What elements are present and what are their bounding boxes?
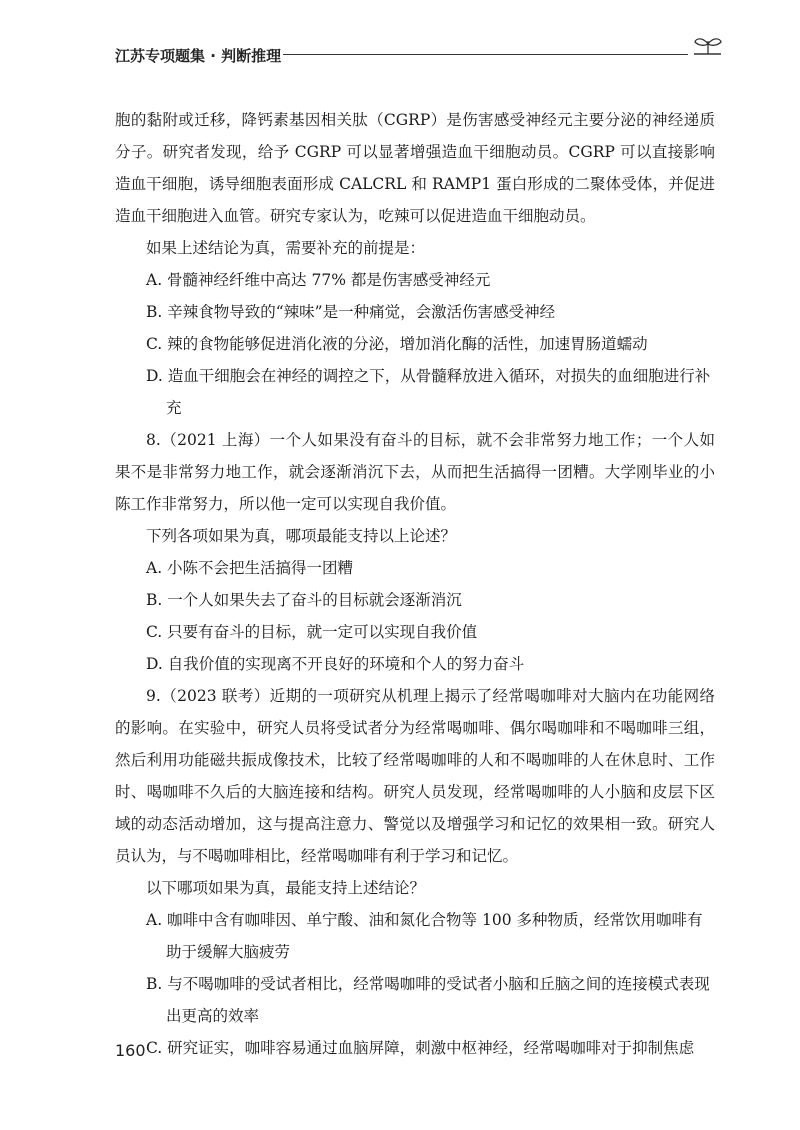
option-a: A. 骨髓神经纤维中高达 77% 都是伤害感受神经元 xyxy=(146,271,491,289)
page-number: 160 xyxy=(115,1041,146,1060)
option-b: B. 辛辣食物导致的“辣味”是一种痛觉，会激活伤害感受神经 xyxy=(146,303,556,321)
q8-option-a: A. 小陈不会把生活搞得一团糟 xyxy=(146,559,354,577)
option-d: D. 造血干细胞会在神经的调控之下，从骨髓释放进入循环，对损失的血细胞进行补充 xyxy=(146,367,711,417)
q9-question: 以下哪项如果为真，最能支持上述结论？ xyxy=(146,879,426,897)
continuation-passage: 胞的黏附或迁移，降钙素基因相关肽（CGRP）是伤害感受神经元主要分泌的神经递质分子。研究者发现，给予 CGRP 可以显著增强造血干细胞动员。CGRP 可以直接影响造血干细胞，诱导细胞表面形成 CALCRL 和 RAMP1 蛋白形成的二聚体受体，并促进造血干细胞进入血管。研究专家认为，吃辣可以促进造血干细胞动员。 xyxy=(115,111,715,225)
sprout-icon xyxy=(690,35,726,61)
q8-passage: 8.（2021 上海）一个人如果没有奋斗的目标，就不会非常努力地工作；一个人如果不是非常努力地工作，就会逐渐消沉下去，从而把生活搞得一团糟。大学刚毕业的小陈工作非常努力，所以他一定可以实现自我价值。 xyxy=(115,431,715,513)
option-c: C. 辣的食物能够促进消化液的分泌，增加消化酶的活性，加速胃肠道蠕动 xyxy=(146,335,648,353)
page-header xyxy=(115,43,715,69)
continuation-question: 如果上述结论为真，需要补充的前提是： xyxy=(146,239,426,257)
q9-option-c: C. 研究证实，咖啡容易通过血脑屏障，刺激中枢神经，经常喝咖啡对于抑制焦虑 xyxy=(146,1039,695,1057)
q9-passage: 9.（2023 联考）近期的一项研究从机理上揭示了经常喝咖啡对大脑内在功能网络的影响。在实验中，研究人员将受试者分为经常喝咖啡、偶尔喝咖啡和不喝咖啡三组，然后利用功能磁共振成像技术，比较了经常喝咖啡的人和不喝咖啡的人在休息时、工作时、喝咖啡不久后的大脑连接和结构。研究人员发现，经常喝咖啡的人小脑和皮层下区域的动态活动增加，这与提高注意力、警觉以及增强学习和记忆的效果相一致。研究人员认为，与不喝咖啡相比，经常喝咖啡有利于学习和记忆。 xyxy=(115,687,715,865)
q9-option-b: B. 与不喝咖啡的受试者相比，经常喝咖啡的受试者小脑和丘脑之间的连接模式表现出更高的效率 xyxy=(146,975,710,1025)
q8-question: 下列各项如果为真，哪项最能支持以上论述？ xyxy=(146,527,457,545)
q8-option-d: D. 自我价值的实现离不开良好的环境和个人的努力奋斗 xyxy=(146,655,525,673)
q9-option-a: A. 咖啡中含有咖啡因、单宁酸、油和氮化合物等 100 多种物质，经常饮用咖啡有助于缓解大脑疲劳 xyxy=(146,911,703,961)
header-title: 江苏专项题集 · 判断推理 xyxy=(115,47,282,65)
q8-option-b: B. 一个人如果失去了奋斗的目标就会逐渐消沉 xyxy=(146,591,462,609)
page-content xyxy=(115,104,715,1064)
header-rule xyxy=(283,54,688,55)
q8-option-c: C. 只要有奋斗的目标，就一定可以实现自我价值 xyxy=(146,623,478,641)
